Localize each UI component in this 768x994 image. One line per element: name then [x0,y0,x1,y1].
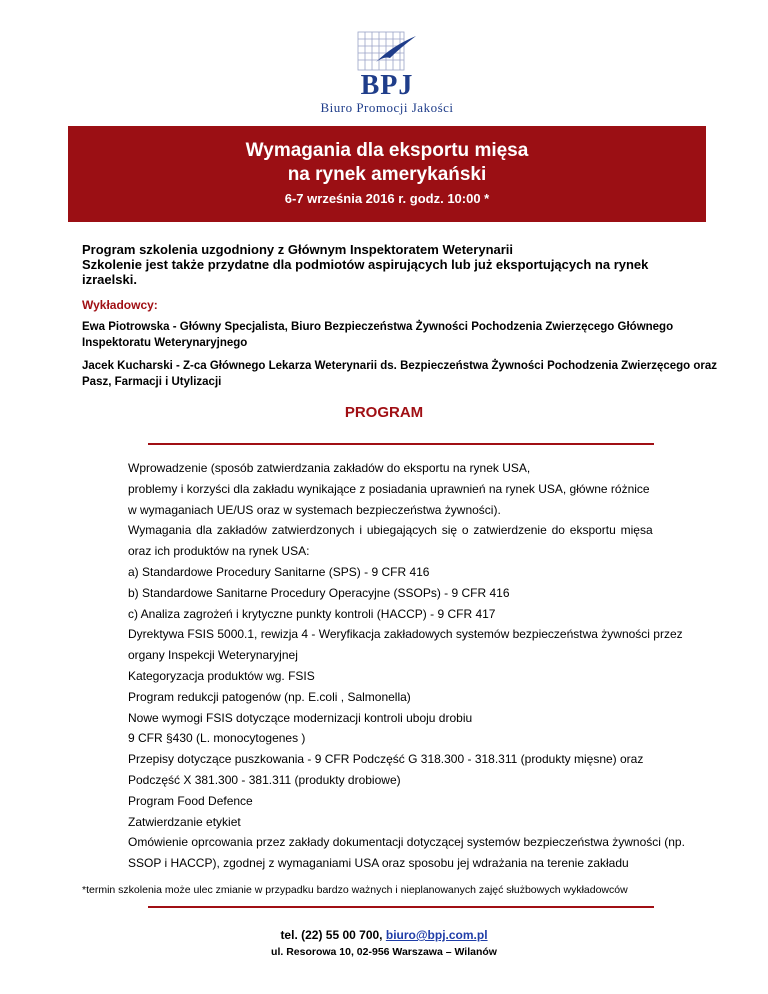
contact-line [0,928,768,942]
program-line: Kategoryzacja produktów wg. FSIS [128,668,315,683]
divider-top [148,443,654,445]
intro-line-2: Szkolenie jest także przydatne dla podmiotów aspirujących lub już eksportujących na rynek izraelski. [82,257,649,287]
program-line: oraz ich produktów na rynek USA: [128,544,310,559]
intro-text [82,242,682,287]
program-line: Podczęść X 381.300 - 381.311 (produkty drobiowe) [128,772,401,787]
program-line: organy Inspekcji Weterynaryjnej [128,648,298,663]
program-line: Wprowadzenie (sposób zatwierdzania zakładów do eksportu na rynek USA, [128,461,531,475]
title-line-2: na rynek amerykański [287,164,487,185]
logo-subtitle: Biuro Promocji Jakości [320,100,454,115]
lecturer-2: Jacek Kucharski - Z-ca Głównego Lekarza Weterynarii ds. Bezpieczeństwa Żywności Pochodzenia Zwierzęcego oraz Pasz, Farmacji i Utylizacji [82,360,718,388]
lecturers-heading: Wykładowcy: [82,298,158,312]
title-line-1: Wymagania dla eksportu mięsa [245,140,529,161]
program-title: PROGRAM [344,404,424,421]
program-line: 9 CFR §430 (L. monocytogenes ) [128,731,306,746]
intro-line-1: Program szkolenia uzgodniony z Głównym Inspektoratem Weterynarii [82,242,514,257]
program-line: Omówienie oprcowania przez zakłady dokumentacji dotyczącej systemów bezpieczeństwa żywności (np. [128,835,685,850]
program-line: a) Standardowe Procedury Sanitarne (SPS) - 9 CFR 416 [128,564,430,579]
program-line: w wymaganiach UE/US oraz w systemach bezpieczeństwa żywności). [128,502,501,517]
program-line: Zatwierdzanie etykiet [128,814,241,829]
program-line: Program redukcji patogenów (np. E.coli , Salmonella) [128,689,411,704]
program-line: c) Analiza zagrożeń i krytyczne punkty kontroli (HACCP) - 9 CFR 417 [128,606,496,621]
program-line: Dyrektywa FSIS 5000.1, rewizja 4 - Weryfikacja zakładowych systemów bezpieczeństwa żywności przez [128,627,683,642]
footnote: *termin szkolenia może ulec zmianie w przypadku bardzo ważnych i nieplanowanych zajęć służbowych wykładowców [82,884,628,896]
event-date: 6-7 września 2016 r. godz. 10:00 * [284,191,490,206]
program-line: b) Standardowe Sanitarne Procedury Operacyjne (SSOPs) - 9 CFR 416 [128,585,510,600]
program-line: Program Food Defence [128,793,253,808]
program-line: Wymagania dla zakładów zatwierdzonych i ubiegających się o zatwierdzenie do eksportu mięsa [128,523,653,538]
lecturer-1: Ewa Piotrowska - Główny Specjalista, Biuro Bezpieczeństwa Żywności Pochodzenia Zwierzęcego Głównego Inspektoratu Weterynaryjnego [82,321,674,349]
logo-grid-bird-icon [356,28,416,74]
title-banner [68,126,706,222]
contact-email-link[interactable]: biuro@bpj.com.pl [385,928,488,942]
contact-phone: tel. (22) 55 00 700, [280,928,383,942]
contact-address: ul. Resorowa 10, 02-956 Warszawa – Wilanów [271,946,497,958]
program-line: SSOP i HACCP), zgodnej z wymaganiami USA oraz sposobu jej wdrażania na terenie zakładu [128,856,629,871]
program-list [128,458,748,874]
divider-bottom [148,906,654,908]
company-logo [300,28,500,116]
logo-brand: BPJ [360,70,414,101]
program-line: Przepisy dotyczące puszkowania - 9 CFR Podczęść G 318.300 - 318.311 (produkty mięsne) oraz [128,752,644,767]
program-line: problemy i korzyści dla zakładu wynikające z posiadania uprawnień na rynek USA, główne różnice [128,481,650,496]
program-line: Nowe wymogi FSIS dotyczące modernizacji kontroli uboju drobiu [128,710,473,725]
